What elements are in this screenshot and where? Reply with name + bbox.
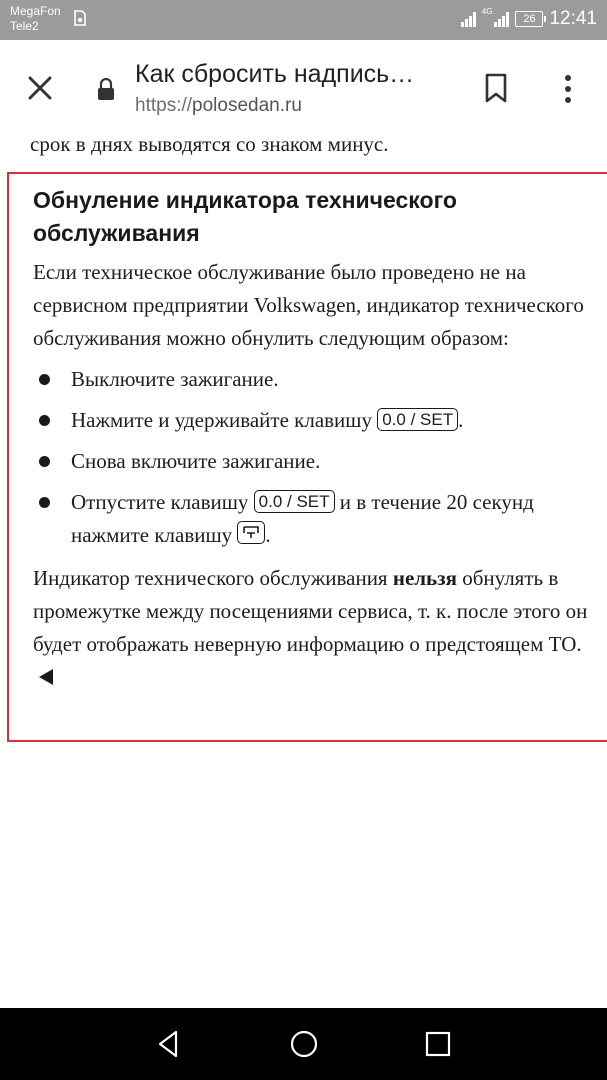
carrier-tele2: Tele2 (10, 19, 39, 33)
step-1-text: Выключите зажигание. (71, 367, 279, 391)
intro-paragraph: Если техническое обслуживание было проведено не на сервисном предприятии Volkswagen, индикатор технического обслуживания можно обнулить следующим образом: (33, 260, 584, 350)
signal-icon-2 (494, 11, 509, 27)
home-icon[interactable] (288, 1028, 320, 1060)
step-1 (33, 363, 593, 396)
warning-paragraph (33, 562, 593, 694)
signal-icon (461, 11, 476, 27)
step-2-text: Нажмите и удерживайте клавишу (71, 408, 372, 432)
page-title[interactable]: Как сбросить надпись… (135, 60, 415, 88)
page-content (0, 136, 607, 1008)
bullet-icon (39, 415, 50, 426)
page-url[interactable] (135, 95, 302, 117)
bullet-icon (39, 456, 50, 467)
step-3 (33, 445, 593, 478)
clock: 12:41 (549, 8, 597, 29)
step-4-text-a: Отпустите клавишу (71, 490, 249, 514)
recents-icon[interactable] (422, 1028, 454, 1060)
status-bar (0, 0, 607, 40)
bookmark-icon[interactable] (482, 72, 510, 104)
section-heading: Обнуление индикатора технического обслуживания (33, 187, 457, 246)
url-host: polosedan.ru (192, 95, 302, 116)
warning-text-a: Индикатор технического обслуживания (33, 566, 388, 590)
steps-list (33, 363, 593, 552)
bullet-icon (39, 374, 50, 385)
step-3-text: Снова включите зажигание. (71, 449, 321, 473)
carrier-megafon: MegaFon (10, 4, 61, 18)
step-2-tail: . (458, 408, 464, 432)
warning-emphasis: нельзя (392, 566, 457, 590)
carrier-names (10, 4, 61, 34)
warning-text-b: обнулять в промежутке между посещениями сервиса, т. к. после этого он будет отображать неверную информацию о предстоящем ТО. (33, 566, 588, 656)
network-type: 4G (481, 7, 493, 16)
maintenance-reset-box (7, 172, 607, 742)
step-4-tail: . (265, 523, 271, 547)
back-icon[interactable] (153, 1028, 185, 1060)
sim-icon (73, 10, 87, 26)
url-scheme: https:// (135, 95, 193, 116)
step-2 (33, 404, 593, 437)
step-4 (33, 486, 593, 552)
set-key-label: 0.0 / SET (254, 490, 335, 513)
browser-toolbar (0, 40, 607, 137)
step-4-text-b: и в течение 20 секунд нажмите клавишу (71, 490, 534, 547)
status-icons (461, 8, 597, 30)
set-key-label: 0.0 / SET (377, 408, 458, 431)
battery-icon: 26 (515, 11, 543, 27)
navigation-bar (0, 1008, 607, 1080)
trip-key-icon (237, 521, 265, 544)
previous-text-line: срок в днях выводятся со знаком минус. (30, 136, 389, 156)
end-mark-icon (39, 669, 53, 685)
bullet-icon (39, 497, 50, 508)
lock-icon (97, 78, 115, 100)
more-vert-icon[interactable] (558, 72, 578, 106)
close-icon[interactable] (22, 70, 58, 106)
